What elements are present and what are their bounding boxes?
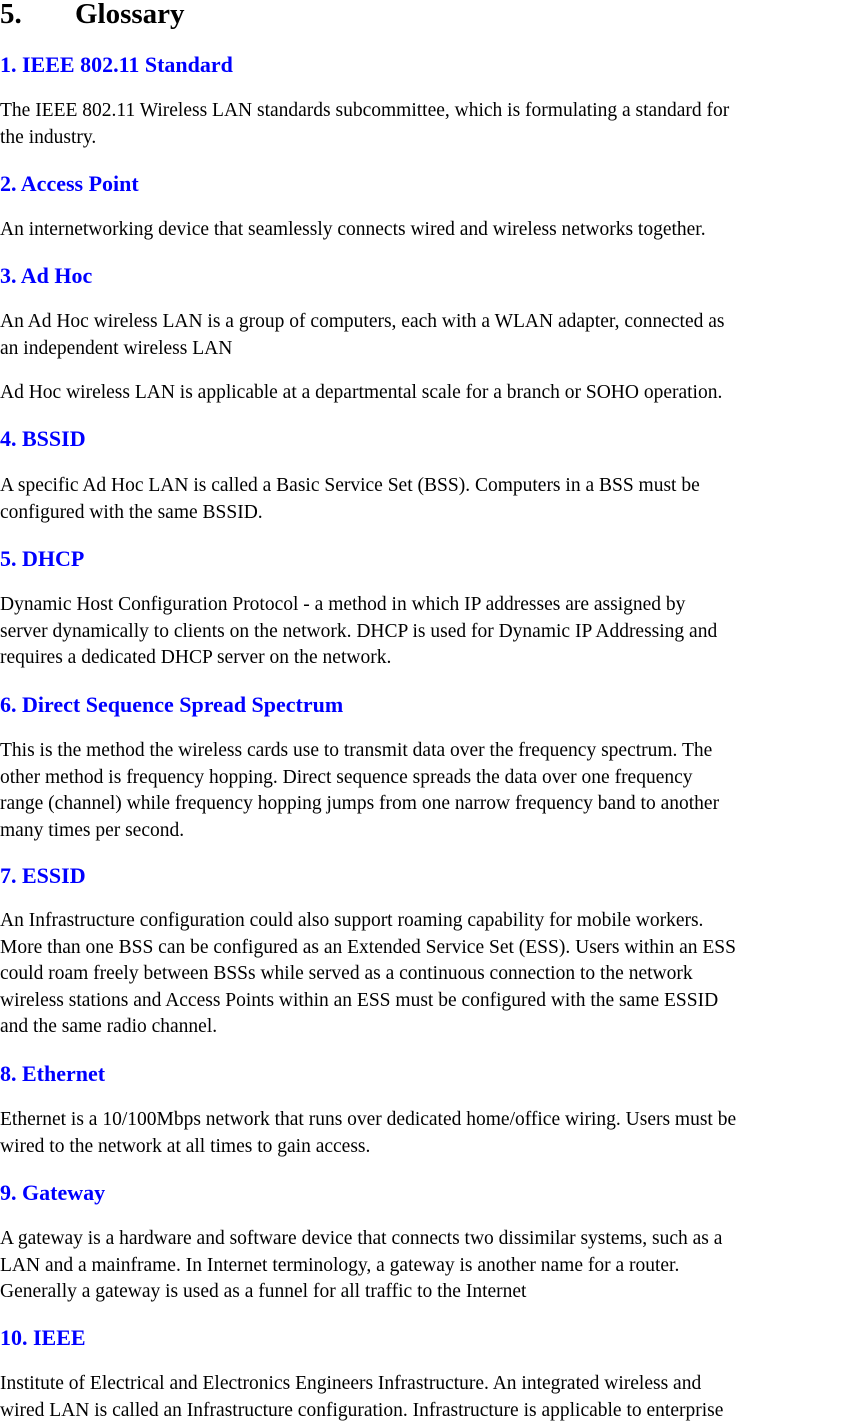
text-line: wired to the network at all times to gain access.: [0, 1135, 371, 1157]
glossary-term: 8. Ethernet: [0, 1061, 106, 1086]
text-line: This is the method the wireless cards use to transmit data over the frequency spectrum. The: [0, 740, 713, 761]
glossary-definition: [0, 1107, 864, 1160]
text-line: An Infrastructure configuration could also support roaming capability for mobile workers.: [0, 910, 704, 931]
text-line: Dynamic Host Configuration Protocol - a method in which IP addresses are assigned by: [0, 594, 686, 615]
text-line: Institute of Electrical and Electronics Engineers Infrastructure. An integrated wireless and: [0, 1373, 702, 1394]
glossary-definition: [0, 738, 864, 844]
glossary-definition: [0, 592, 864, 672]
text-line: Generally a gateway is used as a funnel for all traffic to the Internet: [0, 1281, 527, 1302]
text-line: An Ad Hoc wireless LAN is a group of computers, each with a WLAN adapter, connected as: [0, 311, 725, 332]
text-line: the industry.: [0, 126, 97, 148]
glossary-definition: [0, 473, 864, 526]
text-line: server dynamically to clients on the network. DHCP is used for Dynamic IP Addressing and: [0, 620, 718, 642]
text-line: More than one BSS can be configured as an Extended Service Set (ESS). Users within an ESS: [0, 936, 736, 958]
section-title: Glossary: [75, 0, 185, 30]
glossary-term: 6. Direct Sequence Spread Spectrum: [0, 692, 344, 717]
text-line: configured with the same BSSID.: [0, 501, 263, 523]
text-line: A gateway is a hardware and software device that connects two dissimilar systems, such as a: [0, 1228, 723, 1249]
glossary-term: 10. IEEE: [0, 1325, 86, 1350]
glossary-definition: [0, 217, 864, 244]
text-line: The IEEE 802.11 Wireless LAN standards subcommittee, which is formulating a standard for: [0, 100, 730, 121]
glossary-definition: [0, 1371, 864, 1423]
glossary-definition: [0, 309, 864, 362]
text-line: range (channel) while frequency hopping jumps from one narrow frequency band to another: [0, 793, 720, 814]
text-line: An internetworking device that seamlessly connects wired and wireless networks together.: [0, 219, 706, 240]
glossary-term: 2. Access Point: [0, 171, 139, 196]
text-line: Ad Hoc wireless LAN is applicable at a departmental scale for a branch or SOHO operation.: [0, 382, 723, 403]
glossary-definition: [0, 1226, 864, 1306]
text-line: LAN and a mainframe. In Internet terminology, a gateway is another name for a router.: [0, 1254, 680, 1276]
text-line: other method is frequency hopping. Direct sequence spreads the data over one frequency: [0, 766, 693, 788]
glossary-term: 5. DHCP: [0, 546, 85, 571]
glossary-definition: [0, 98, 864, 151]
glossary-definition: [0, 908, 864, 1041]
section-number: 5.: [0, 0, 22, 30]
text-line: A specific Ad Hoc LAN is called a Basic Service Set (BSS). Computers in a BSS must be: [0, 475, 700, 496]
glossary-term: 9. Gateway: [0, 1180, 106, 1205]
section-heading: [0, 0, 185, 34]
glossary-definition: [0, 380, 864, 407]
text-line: and the same radio channel.: [0, 1016, 218, 1037]
text-line: could roam freely between BSSs while served as a continuous connection to the network: [0, 963, 693, 984]
text-line: many times per second.: [0, 819, 185, 841]
glossary-term: 7. ESSID: [0, 863, 86, 888]
glossary-term: 4. BSSID: [0, 426, 86, 451]
text-line: requires a dedicated DHCP server on the network.: [0, 647, 392, 668]
glossary-term: 3. Ad Hoc: [0, 263, 93, 288]
text-line: Ethernet is a 10/100Mbps network that runs over dedicated home/office wiring. Users must be: [0, 1109, 737, 1130]
text-line: wired LAN is called an Infrastructure configuration. Infrastructure is applicable to enterprise: [0, 1399, 724, 1421]
text-line: wireless stations and Access Points within an ESS must be configured with the same ESSID: [0, 989, 719, 1011]
text-line: an independent wireless LAN: [0, 337, 233, 359]
glossary-term: 1. IEEE 802.11 Standard: [0, 52, 233, 77]
